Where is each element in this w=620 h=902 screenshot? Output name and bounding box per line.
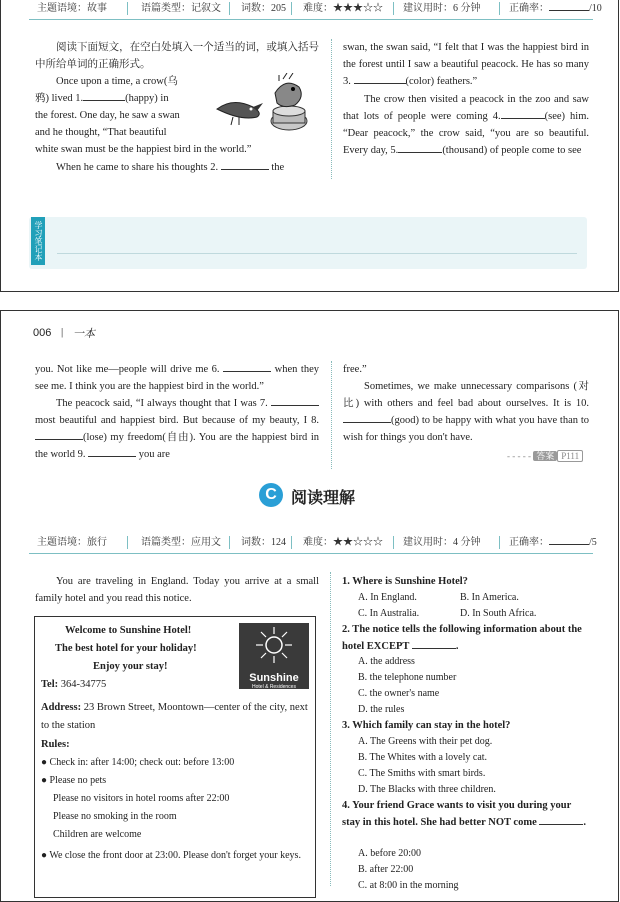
question-1: 1. Where is Sunshine Hotel?: [342, 576, 468, 587]
option[interactable]: D. The Blacks with three children.: [358, 784, 496, 795]
logo-name: Sunshine: [249, 672, 299, 684]
passage-line: When he came to share his thoughts 2. the: [35, 159, 325, 176]
option[interactable]: C. In Australia.: [358, 608, 420, 619]
page-number: 006: [33, 327, 52, 339]
suggested-time: 建议用时：4 分钟: [403, 537, 481, 548]
passage-right-p1: swan, the swan said, “I felt that I was the happiest bird in the forest until I saw a beautiful peacock. He has so many 3. (color) feathers.”: [343, 42, 589, 87]
header-logo: 一本: [73, 328, 95, 340]
question-2: 2. The notice tells the following information about the hotel EXCEPT .: [342, 624, 582, 652]
passage-p1: you. Not like me—people will drive me 6. when they see me. I think you are the happiest bird in the world.”: [35, 361, 319, 395]
option[interactable]: D. the rules: [358, 704, 405, 715]
option[interactable]: B. In America.: [460, 592, 519, 603]
notice-best: The best hotel for your holiday!: [55, 643, 197, 654]
option[interactable]: B. The Whites with a lovely cat.: [358, 752, 488, 763]
rule-item: Please no smoking in the room: [53, 811, 177, 822]
option[interactable]: A. In England.: [358, 592, 417, 603]
option[interactable]: A. the address: [358, 656, 415, 667]
blank-3[interactable]: [354, 73, 406, 84]
passage-line: white swan must be the happiest bird in the world.”: [35, 144, 252, 155]
option[interactable]: B. the telephone number: [358, 672, 457, 683]
option[interactable]: B. after 22:00: [358, 864, 414, 875]
notice-enjoy: Enjoy your stay!: [93, 661, 168, 672]
passage-conclusion: Sometimes, we make unnecessary comparisons (对比) with others and feel bad about ourselves. It is 10.(good) to be happy with what you have than to wish for things you don't have.: [343, 381, 589, 443]
instructions: 阅读下面短文，在空白处填入一个适当的词，或填入括号中所给单词的正确形式。: [35, 42, 319, 70]
notice-rules-label: Rules:: [41, 739, 70, 750]
rule-item: Children are welcome: [53, 829, 142, 840]
info-bar: [29, 533, 597, 554]
blank-q4[interactable]: [539, 814, 583, 825]
study-notes-tab: 学习笔记本: [31, 217, 45, 265]
rule-item: ● We close the front door at 23:00. Please don't forget your keys.: [41, 850, 301, 861]
option[interactable]: C. The Smiths with smart birds.: [358, 768, 486, 779]
blank-9[interactable]: [88, 446, 136, 457]
blank-4[interactable]: [501, 108, 545, 119]
answer-ref[interactable]: - - - - - 答案 P111: [507, 449, 583, 462]
suggested-time: 建议用时：6 分钟: [403, 3, 481, 14]
reading-intro: You are traveling in England. Today you arrive at a small family hotel and you read this notice.: [35, 576, 319, 604]
blank-7[interactable]: [271, 395, 319, 406]
header-divider: |: [61, 326, 64, 338]
passage-line: 鸦) lived 1. (happy) in: [35, 90, 215, 107]
word-count: 词数：205: [241, 3, 286, 14]
page-top: [0, 0, 619, 292]
option[interactable]: C. the owner's name: [358, 688, 440, 699]
notice-tel: Tel: 364-34775: [41, 679, 107, 690]
rule-item: ● Please no pets: [41, 775, 107, 786]
option[interactable]: A. The Greens with their pet dog.: [358, 736, 493, 747]
blank-10[interactable]: [343, 412, 391, 423]
option[interactable]: A. before 20:00: [358, 848, 422, 859]
difficulty: 难度：★★☆☆☆: [303, 537, 383, 548]
passage-right-p2: The crow then visited a peacock in the zoo and saw that lots of people were coming 4. (see) him. “Dear peacock,” the crow said, “you are so beautiful. Every day, 5. (thousand) of people come to see: [343, 94, 589, 156]
notice-welcome: Welcome to Sunshine Hotel!: [65, 625, 192, 636]
blank-8[interactable]: [35, 429, 83, 440]
sun-icon: [239, 623, 309, 667]
section-title: 阅读理解: [291, 488, 356, 507]
question-3: 3. Which family can stay in the hotel?: [342, 720, 511, 731]
difficulty: 难度：★★★☆☆: [303, 3, 383, 14]
genre-label: 语篇类型：记叙文: [141, 3, 221, 14]
blank-5[interactable]: [398, 142, 442, 153]
question-4: 4. Your friend Grace wants to visit you during your stay in this hotel. She had better NOT come .: [342, 800, 586, 828]
notice-address: Address: 23 Brown Street, Moontown—center of the city, next to the station: [41, 702, 308, 731]
crow-peacock-illustration: [213, 73, 315, 135]
rule-item: Please no visitors in hotel rooms after 22:00: [53, 793, 230, 804]
topic-label: 主题语境：故事: [37, 3, 107, 14]
word-count: 词数：124: [241, 537, 286, 548]
hotel-notice: [34, 616, 316, 898]
passage-p2: The peacock said, “I always thought that I was 7. most beautiful and happiest bird. But because of my beauty, I 8. (lose) my freedom(自由). You are the happiest bird in the world 9. you are: [35, 395, 319, 463]
study-notes-box[interactable]: [29, 217, 587, 269]
option[interactable]: C. at 8:00 in the morning: [358, 880, 459, 891]
passage-end: free.”: [343, 364, 367, 375]
passage-line: and he thought, “That beautiful: [35, 127, 167, 138]
rule-item: ● Check in: after 14:00; check out: before 13:00: [41, 757, 235, 768]
topic-label: 主题语境：旅行: [37, 537, 107, 548]
accuracy: 正确率： /10: [509, 3, 602, 14]
blank-1[interactable]: [83, 90, 125, 101]
passage-line: the forest. One day, he saw a swan: [35, 110, 180, 121]
blank-2[interactable]: [221, 159, 269, 170]
section-badge: C: [259, 483, 283, 507]
option[interactable]: D. In South Africa.: [460, 608, 537, 619]
info-bar: [29, 0, 602, 20]
accuracy: 正确率： /5: [509, 537, 597, 548]
passage-line: Once upon a time, a crow(乌: [56, 76, 178, 87]
genre-label: 语篇类型：应用文: [141, 537, 221, 548]
blank-6[interactable]: [223, 361, 271, 372]
hotel-logo: [239, 623, 309, 689]
blank-q2[interactable]: [412, 638, 456, 649]
logo-subtitle: Hotel & Residences: [252, 684, 296, 690]
